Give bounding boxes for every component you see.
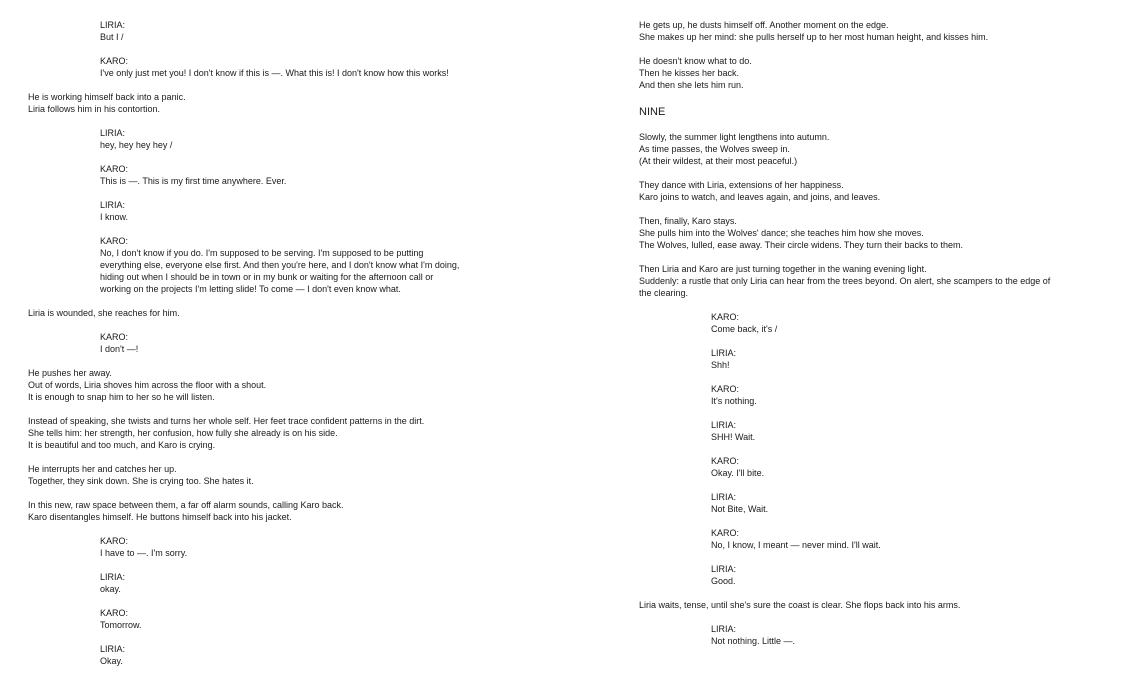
stage-direction-line: She makes up her mind: she pulls herself up to her most human height, and kisses him. — [639, 32, 989, 42]
dialogue-line: okay. — [100, 584, 121, 594]
stage-direction-line: He pushes her away. — [28, 368, 112, 378]
dialogue-line: No, I know, I meant — never mind. I'll wait. — [711, 540, 881, 550]
speaker-name: LIRIA: — [100, 20, 126, 30]
dialogue-block — [100, 607, 558, 631]
dialogue-line: But I / — [100, 32, 124, 42]
dialogue-block — [100, 571, 558, 595]
stage-direction — [28, 499, 558, 523]
dialogue-line: Tomorrow. — [100, 620, 142, 630]
speaker-name: LIRIA: — [711, 420, 737, 430]
stage-direction-line: The Wolves, lulled, ease away. Their circle widens. They turn their backs to them. — [639, 240, 963, 250]
dialogue-block — [711, 527, 1099, 551]
speaker-name: LIRIA: — [100, 200, 126, 210]
stage-direction — [639, 263, 1099, 299]
stage-direction — [639, 599, 1099, 611]
stage-direction-line: Then Liria and Karo are just turning together in the waning evening light. — [639, 264, 927, 274]
stage-direction-line: It is enough to snap him to her so he will listen. — [28, 392, 215, 402]
dialogue-line: No, I don't know if you do. I'm supposed to be serving. I'm supposed to be putting — [100, 248, 424, 258]
stage-direction — [639, 179, 1099, 203]
speaker-name: KARO: — [100, 608, 129, 618]
script-page-right — [569, 0, 1139, 672]
stage-direction-line: Karo joins to watch, and leaves again, and joins, and leaves. — [639, 192, 881, 202]
speaker-name: KARO: — [711, 312, 740, 322]
stage-direction — [639, 19, 1099, 43]
speaker-name: LIRIA: — [711, 624, 737, 634]
dialogue-block — [100, 535, 558, 559]
stage-direction — [28, 463, 558, 487]
dialogue-block — [100, 55, 558, 79]
dialogue-block — [711, 455, 1099, 479]
stage-direction-line: He gets up, he dusts himself off. Another moment on the edge. — [639, 20, 889, 30]
stage-direction-line: He interrupts her and catches her up. — [28, 464, 177, 474]
dialogue-block — [711, 311, 1099, 335]
speaker-name: LIRIA: — [711, 492, 737, 502]
dialogue-line: I have to —. I'm sorry. — [100, 548, 188, 558]
scene-heading: NINE — [639, 106, 666, 118]
dialogue-block — [711, 563, 1099, 587]
dialogue-line: Not Bite, Wait. — [711, 504, 769, 514]
dialogue-line: Come back, it's / — [711, 324, 778, 334]
dialogue-line: hiding out when I should be in town or in my bunk or waiting for the afternoon call or — [100, 272, 434, 282]
stage-direction-line: Together, they sink down. She is crying too. She hates it. — [28, 476, 254, 486]
speaker-name: KARO: — [100, 164, 129, 174]
stage-direction-line: She pulls him into the Wolves' dance; she teaches him how she moves. — [639, 228, 924, 238]
speaker-name: KARO: — [100, 332, 129, 342]
dialogue-line: I know. — [100, 212, 129, 222]
stage-direction-line: Karo disentangles himself. He buttons himself back into his jacket. — [28, 512, 292, 522]
stage-direction-line: They dance with Liria, extensions of her happiness. — [639, 180, 844, 190]
speaker-name: KARO: — [711, 528, 740, 538]
stage-direction — [28, 415, 558, 451]
dialogue-line: Good. — [711, 576, 736, 586]
speaker-name: KARO: — [711, 456, 740, 466]
speaker-name: LIRIA: — [100, 128, 126, 138]
dialogue-line: I don't —! — [100, 344, 139, 354]
stage-direction-line: It is beautiful and too much, and Karo is crying. — [28, 440, 216, 450]
script-page-left — [0, 0, 569, 672]
stage-direction-line: Suddenly: a rustle that only Liria can hear from the trees beyond. On alert, she scampers to the edge of — [639, 276, 1051, 286]
speaker-name: LIRIA: — [100, 572, 126, 582]
dialogue-line: everything else, everyone else first. And then you're here, and I don't know what I'm doing, — [100, 260, 460, 270]
speaker-name: KARO: — [100, 536, 129, 546]
dialogue-line: SHH! Wait. — [711, 432, 756, 442]
script-column-right — [639, 19, 1099, 659]
speaker-name: LIRIA: — [711, 348, 737, 358]
dialogue-block — [100, 199, 558, 223]
stage-direction-line: Instead of speaking, she twists and turns her whole self. Her feet trace confident patterns in the dirt. — [28, 416, 425, 426]
speaker-name: KARO: — [100, 236, 129, 246]
speaker-name: KARO: — [711, 384, 740, 394]
stage-direction — [28, 367, 558, 403]
stage-direction-line: the clearing. — [639, 288, 689, 298]
stage-direction — [639, 215, 1099, 251]
dialogue-block — [711, 383, 1099, 407]
stage-direction-line: Then, finally, Karo stays. — [639, 216, 737, 226]
stage-direction-line: He is working himself back into a panic. — [28, 92, 186, 102]
dialogue-block — [100, 127, 558, 151]
dialogue-block — [100, 235, 558, 295]
dialogue-block — [100, 643, 558, 667]
dialogue-line: This is —. This is my first time anywhere. Ever. — [100, 176, 287, 186]
dialogue-line: I've only just met you! I don't know if this is —. What this is! I don't know how this works! — [100, 68, 449, 78]
stage-direction-line: He doesn't know what to do. — [639, 56, 752, 66]
stage-direction-line: She tells him: her strength, her confusion, how fully she already is on his side. — [28, 428, 338, 438]
stage-direction-line: Liria follows him in his contortion. — [28, 104, 161, 114]
stage-direction-line: Liria is wounded, she reaches for him. — [28, 308, 180, 318]
dialogue-line: Okay. — [100, 656, 123, 666]
stage-direction-line: (At their wildest, at their most peaceful.) — [639, 156, 798, 166]
speaker-name: LIRIA: — [711, 564, 737, 574]
dialogue-line: Okay. I'll bite. — [711, 468, 765, 478]
stage-direction-line: In this new, raw space between them, a far off alarm sounds, calling Karo back. — [28, 500, 344, 510]
stage-direction — [639, 55, 1099, 91]
speaker-name: LIRIA: — [100, 644, 126, 654]
dialogue-line: hey, hey hey hey / — [100, 140, 173, 150]
dialogue-block — [711, 623, 1099, 647]
stage-direction-line: Then he kisses her back. — [639, 68, 740, 78]
dialogue-block — [100, 163, 558, 187]
dialogue-block — [711, 347, 1099, 371]
stage-direction-line: As time passes, the Wolves sweep in. — [639, 144, 790, 154]
dialogue-line: Shh! — [711, 360, 730, 370]
speaker-name: KARO: — [100, 56, 129, 66]
dialogue-block — [100, 331, 558, 355]
dialogue-line: It's nothing. — [711, 396, 757, 406]
stage-direction — [28, 307, 558, 319]
stage-direction-line: Liria waits, tense, until she's sure the coast is clear. She flops back into his arms. — [639, 600, 961, 610]
stage-direction-line: Slowly, the summer light lengthens into autumn. — [639, 132, 830, 142]
dialogue-line: working on the projects I'm letting slide! To come — I don't even know what. — [100, 284, 401, 294]
dialogue-block — [711, 419, 1099, 443]
dialogue-block — [100, 19, 558, 43]
stage-direction-line: Out of words, Liria shoves him across the floor with a shout. — [28, 380, 267, 390]
stage-direction — [639, 131, 1099, 167]
script-column-left — [28, 19, 558, 679]
stage-direction — [28, 91, 558, 115]
dialogue-block — [711, 491, 1099, 515]
dialogue-line: Not nothing. Little —. — [711, 636, 796, 646]
stage-direction-line: And then she lets him run. — [639, 80, 744, 90]
